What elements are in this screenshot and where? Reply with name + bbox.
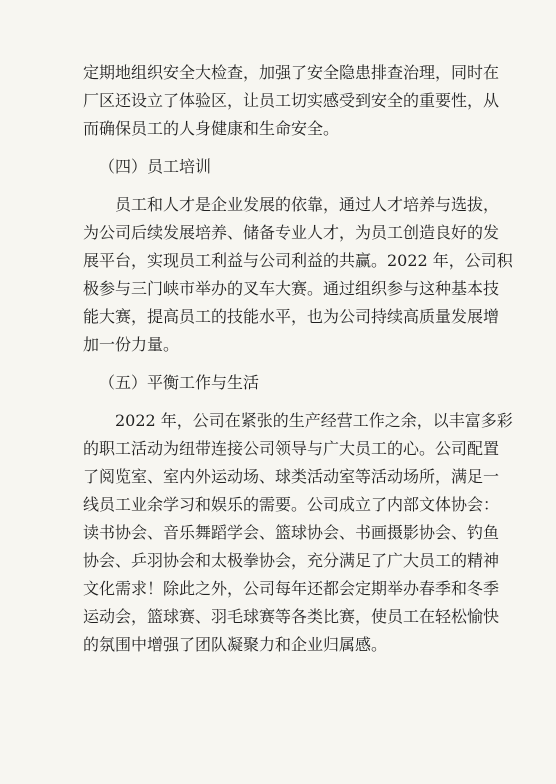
- section-heading-work-life-balance: （五）平衡工作与生活: [99, 373, 260, 392]
- text-line: 的氛围中增强了团队凝聚力和企业归属感。: [83, 635, 388, 654]
- text-line: 加一份力量。: [83, 335, 180, 354]
- text-line: 文化需求！除此之外，公司每年还都会定期举办春季和冬季: [83, 579, 500, 598]
- text-line: 协会、乒羽协会和太极拳协会，充分满足了广大员工的精神: [83, 551, 500, 570]
- text-line: 而确保员工的人身健康和生命安全。: [83, 119, 340, 138]
- text-line: 2022 年，公司在紧张的生产经营工作之余，以丰富多彩: [115, 411, 513, 430]
- text-line: 厂区还设立了体验区，让员工切实感受到安全的重要性，从: [83, 91, 500, 110]
- text-line: 员工和人才是企业发展的依靠，通过人才培养与选拔，: [115, 195, 500, 214]
- paragraph-work-life-balance: [83, 407, 513, 659]
- text-line: 读书协会、音乐舞蹈学会、篮球协会、书画摄影协会、钓鱼: [83, 523, 500, 542]
- section-heading-employee-training: （四）员工培训: [99, 157, 212, 176]
- paragraph-employee-training: [83, 191, 513, 359]
- text-line: 了阅览室、室内外运动场、球类活动室等活动场所，满足一: [83, 467, 500, 486]
- text-line: 定期地组织安全大检查，加强了安全隐患排查治理，同时在: [83, 63, 500, 82]
- text-line: 极参与三门峡市举办的叉车大赛。通过组织参与这种基本技: [83, 279, 500, 298]
- text-line: 展平台，实现员工利益与公司利益的共赢。2022 年，公司积: [83, 251, 513, 270]
- text-line: 能大赛，提高员工的技能水平，也为公司持续高质量发展增: [83, 307, 500, 326]
- text-line: 的职工活动为纽带连接公司领导与广大员工的心。公司配置: [83, 439, 500, 458]
- text-line: 运动会，篮球赛、羽毛球赛等各类比赛，使员工在轻松愉快: [83, 607, 500, 626]
- text-line: 为公司后续发展培养、储备专业人才，为员工创造良好的发: [83, 223, 500, 242]
- paragraph-safety-continuation: [83, 59, 500, 143]
- text-line: 线员工业余学习和娱乐的需要。公司成立了内部文体协会：: [83, 495, 500, 514]
